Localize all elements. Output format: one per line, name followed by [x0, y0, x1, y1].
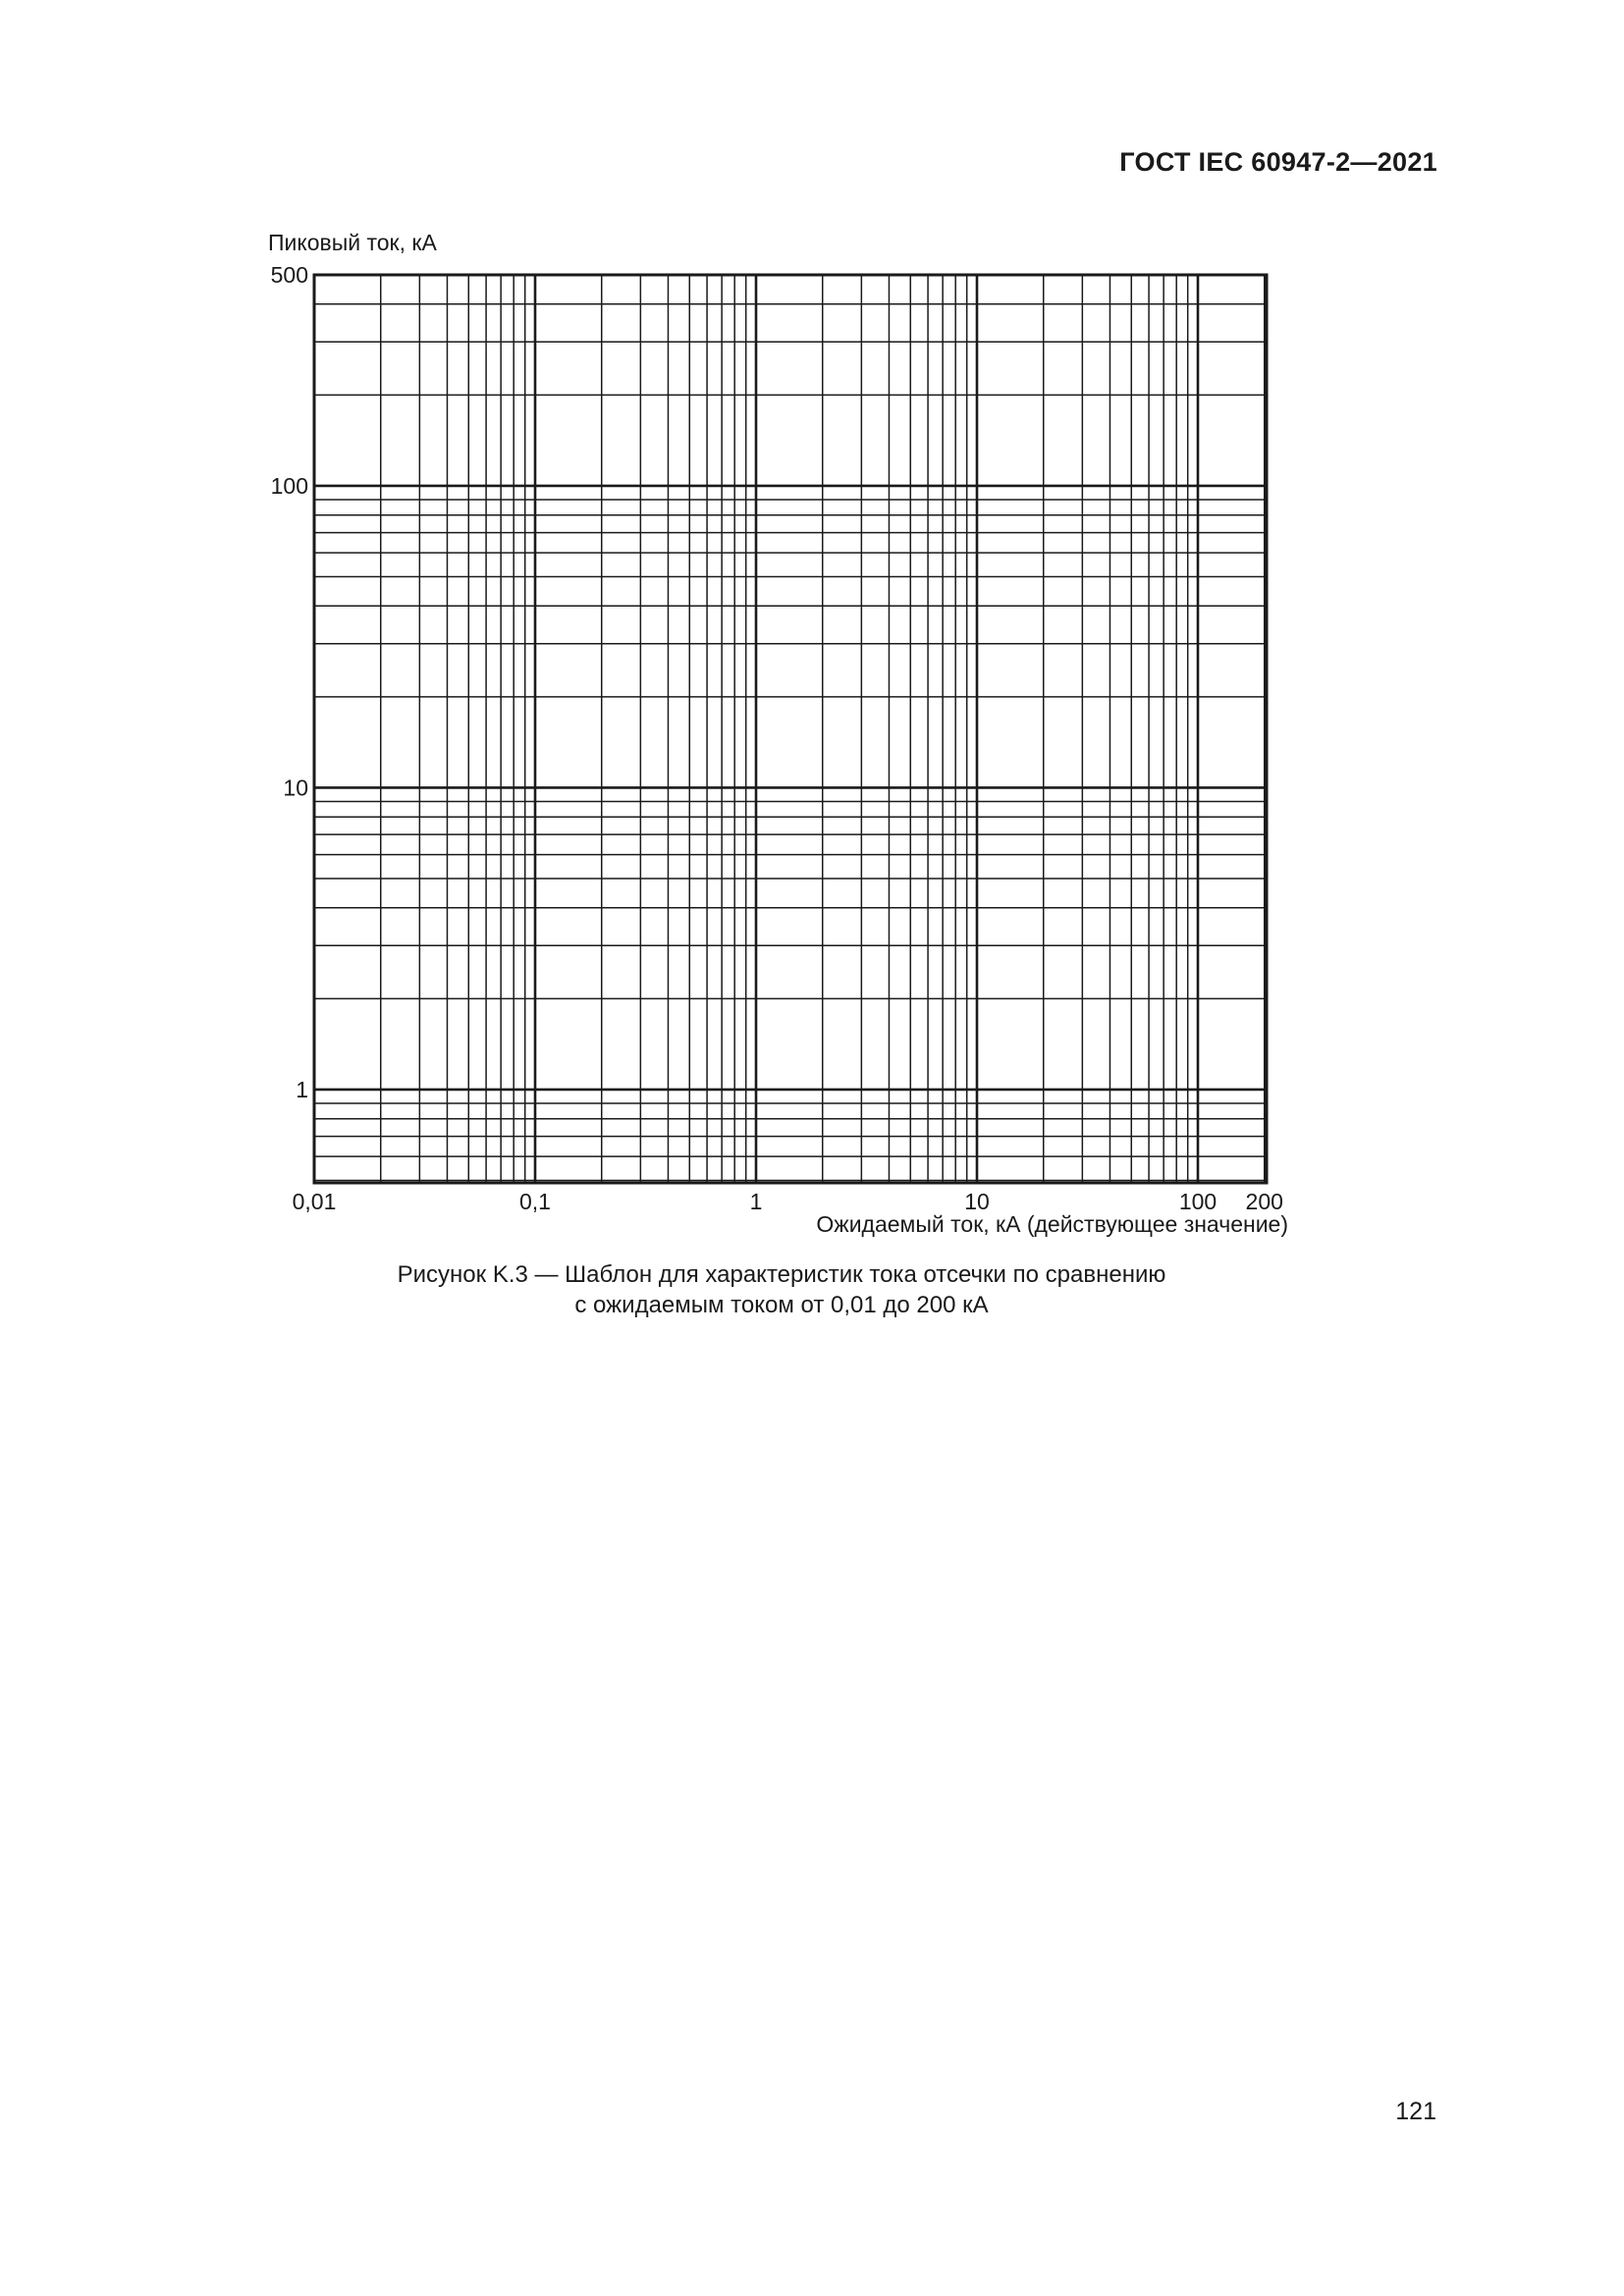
x-axis-label: Ожидаемый ток, кА (действующее значение) — [816, 1211, 1288, 1237]
y-tick-label: 500 — [270, 262, 308, 288]
x-tick-label: 100 — [1178, 1189, 1218, 1214]
page-number: 121 — [1395, 2098, 1436, 2125]
x-tick-label: 0,01 — [292, 1189, 337, 1214]
x-tick-label: 10 — [964, 1189, 990, 1214]
x-tick-label: 200 — [1245, 1189, 1283, 1214]
figure-caption-line-1: Рисунок K.3 — Шаблон для характеристик тока отсечки по сравнению — [397, 1261, 1166, 1288]
y-tick-labels — [271, 262, 308, 1102]
y-tick-label: 10 — [283, 774, 308, 801]
y-axis-label: Пиковый ток, кА — [268, 230, 437, 255]
minor-grid — [314, 275, 1267, 1183]
document-header: ГОСТ IEC 60947-2—2021 — [1119, 147, 1437, 177]
x-tick-label: 0,1 — [519, 1189, 551, 1214]
major-grid — [314, 275, 1267, 1183]
figure-caption — [0, 1259, 1624, 1320]
figure-caption-line-2: с ожидаемым током от 0,01 до 200 кА — [574, 1292, 989, 1318]
plot-frame — [314, 275, 1267, 1183]
x-tick-label: 1 — [749, 1189, 763, 1214]
y-tick-label: 1 — [296, 1076, 308, 1102]
y-tick-label: 100 — [270, 472, 308, 499]
